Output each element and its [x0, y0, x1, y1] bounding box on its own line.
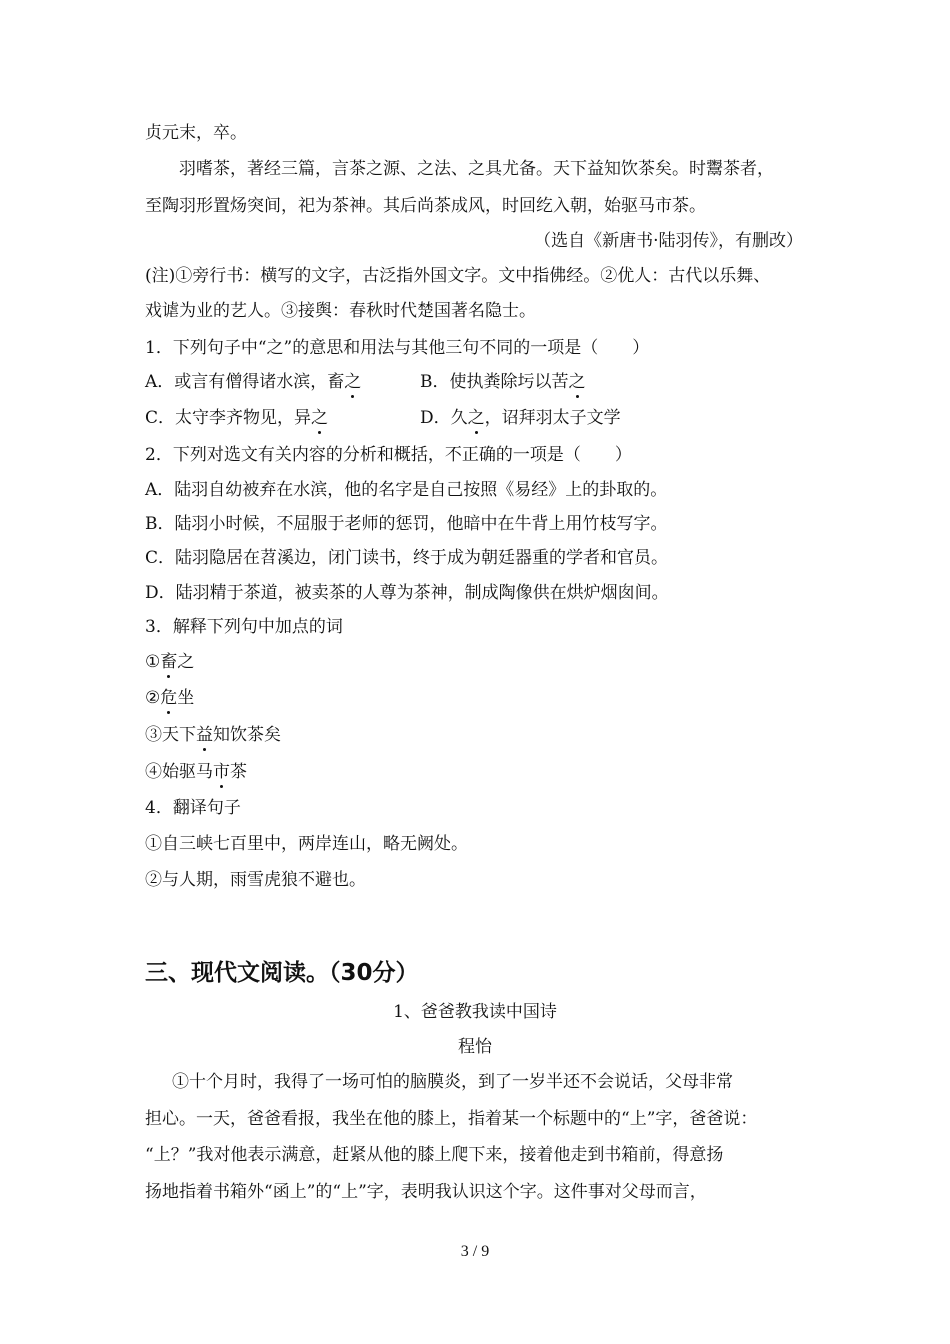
article-line-1: ①十个月时，我得了一场可怕的脑膜炎，到了一岁半还不会说话，父母非常 [172, 1072, 733, 1092]
q1-stem: 1．下列句子中“之”的意思和用法与其他三句不同的一项是（ ） [145, 338, 650, 358]
section-heading: 三、现代文阅读。（30分） [145, 960, 419, 986]
q3-item-1-dotted: 畜 [160, 652, 178, 672]
classical-line-1: 贞元末，卒。 [145, 123, 247, 143]
q2-option-b: B．陆羽小时候，不屈服于老师的惩罚，他暗中在牛背上用竹枝写字。 [145, 514, 668, 534]
q1-option-a [145, 371, 361, 393]
q4-sentence-1: ①自三峡七百里中，两岸连山，略无阙处。 [145, 834, 468, 854]
q3-item-2 [145, 687, 194, 709]
q1-option-c [145, 407, 328, 429]
source-citation: （选自《新唐书·陆羽传》，有删改） [534, 231, 803, 251]
q1-option-c-dotted: 之 [311, 408, 329, 428]
q1-option-d-text: D．久 [420, 408, 468, 428]
page-number: 3 / 9 [460, 1243, 490, 1260]
note-line-2: 戏谑为业的艺人。③接舆：春秋时代楚国著名隐士。 [145, 301, 536, 321]
q3-item-2-num: ② [145, 688, 161, 708]
q3-item-4 [145, 761, 247, 783]
q2-option-c: C．陆羽隐居在苕溪边，闭门读书，终于成为朝廷器重的学者和官员。 [145, 548, 669, 568]
q1-option-d-dotted: 之 [467, 408, 485, 428]
q3-stem: 3．解释下列句中加点的词 [145, 617, 343, 637]
q3-item-2-rest: 坐 [177, 688, 195, 708]
q3-item-1-rest: 之 [177, 652, 195, 672]
q3-item-2-dotted: 危 [160, 688, 178, 708]
q1-option-a-text: A．或言有僧得诸水滨，畜 [145, 372, 345, 392]
classical-line-2: 羽嗜茶，著经三篇，言茶之源、之法、之具尤备。天下益知饮茶矣。时鬻茶者， [179, 159, 774, 179]
q2-stem: 2．下列对选文有关内容的分析和概括，不正确的一项是（ ） [145, 445, 632, 465]
q3-item-1 [145, 651, 194, 673]
q1-option-a-dotted: 之 [344, 372, 362, 392]
q1-option-b-dotted: 之 [568, 372, 586, 392]
article-line-2: 担心。一天，爸爸看报，我坐在他的膝上，指着某一个标题中的“上”字，爸爸说： [145, 1109, 758, 1129]
article-line-4: 扬地指着书箱外“函上”的“上”字，表明我认识这个字。这件事对父母而言， [145, 1182, 707, 1202]
q4-sentence-2: ②与人期，雨雪虎狼不避也。 [145, 870, 366, 890]
article-line-3: “上？”我对他表示满意，赶紧从他的膝上爬下来，接着他走到书箱前，得意扬 [145, 1145, 724, 1165]
note-line-1: (注)①旁行书：横写的文字，古泛指外国文字。文中指佛经。②优人：古代以乐舞、 [145, 266, 771, 286]
q3-item-3-num: ③天下 [145, 725, 196, 745]
article-title: 1、爸爸教我读中国诗 [393, 1002, 557, 1022]
article-author: 程怡 [458, 1037, 492, 1057]
q2-option-d: D．陆羽精于茶道，被卖茶的人尊为茶神，制成陶像供在烘炉烟囱间。 [145, 583, 669, 603]
q3-item-3 [145, 724, 281, 746]
q1-option-c-text: C．太守李齐物见，异 [145, 408, 312, 428]
q3-item-4-num: ④始驱马 [145, 762, 213, 782]
q3-item-1-num: ① [145, 652, 161, 672]
q3-item-3-dotted: 益 [196, 725, 213, 745]
q1-option-b-text: B．使执粪除圬以苦 [420, 372, 569, 392]
q1-option-d-rest: ，诏拜羽太子文学 [484, 408, 621, 428]
q1-option-b [420, 371, 586, 393]
q3-item-4-dotted: 市 [213, 762, 230, 782]
q3-item-4-rest: 茶 [230, 762, 247, 782]
q4-stem: 4．翻译句子 [145, 798, 241, 818]
q2-option-a: A．陆羽自幼被弃在水滨，他的名字是自己按照《易经》上的卦取的。 [145, 480, 668, 500]
q1-option-d [420, 407, 621, 429]
q3-item-3-rest: 知饮茶矣 [213, 725, 281, 745]
classical-line-3: 至陶羽形置炀突间，祀为茶神。其后尚茶成风，时回纥入朝，始驱马市茶。 [145, 196, 706, 216]
